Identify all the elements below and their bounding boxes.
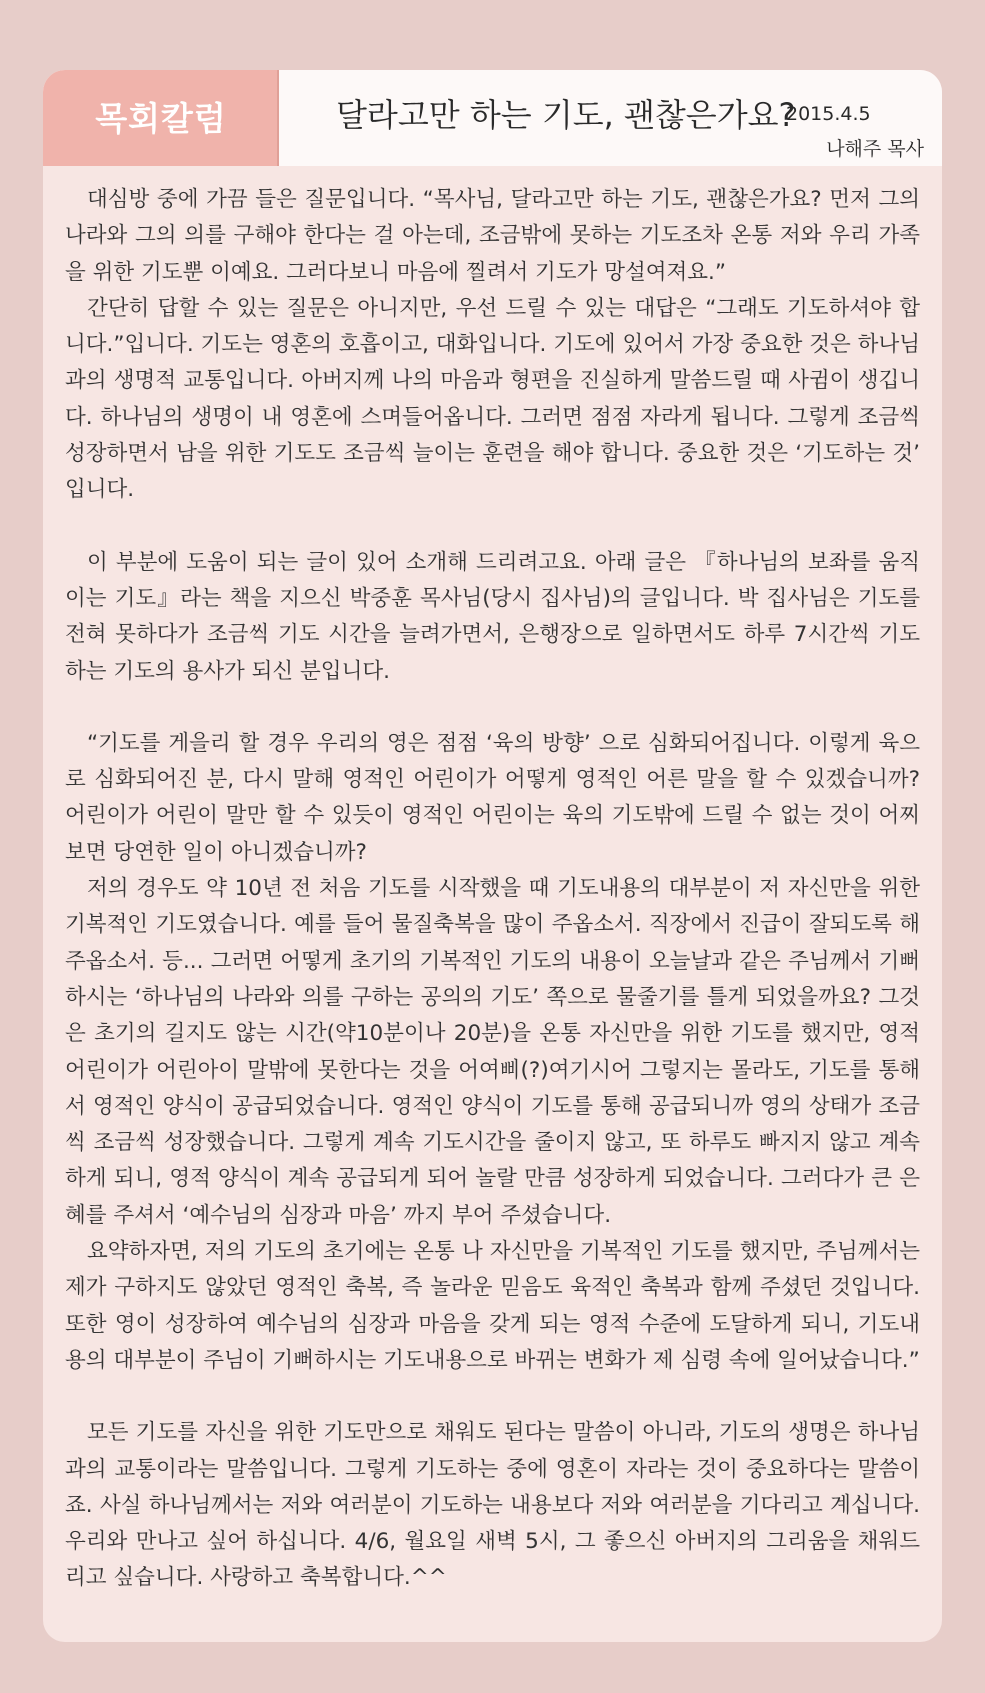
column-card <box>43 70 942 1642</box>
column-badge <box>43 70 279 166</box>
quote-paragraph: “기도를 게을리 할 경우 우리의 영은 점점 ‘육의 방향’ 으로 심화되어집니다. 이렇게 육으로 심화되어진 분, 다시 말해 영적인 어린이가 어떻게 영적인 어른 말을 할 수 있겠습니까? 어린이가 어린이 말만 할 수 있듯이 영적인 어린이는 육의 기도밖에 드릴 수 없는 것이 어찌 보면 당연한 일이 아니겠습니까? <box>65 730 920 865</box>
column-body <box>65 182 920 1597</box>
column-badge-label: 목회칼럼 <box>95 99 227 138</box>
paragraph: 대심방 중에 가끔 들은 질문입니다. “목사님, 달라고만 하는 기도, 괜찮은가요? 먼저 그의 나라와 그의 의를 구해야 한다는 걸 아는데, 조금밖에 못하는 기도조차 온통 저와 우리 가족을 위한 기도뿐 이예요. 그러다보니 마음에 찔려서 기도가 망설여져요.” <box>65 187 920 285</box>
paragraph: 이 부분에 도움이 되는 글이 있어 소개해 드리려고요. 아래 글은 『하나님의 보좌를 움직이는 기도』라는 책을 지으신 박중훈 목사님(당시 집사님)의 글입니다. 박 집사님은 기도를 전혀 못하다가 조금씩 기도 시간을 늘려가면서, 은행장으로 일하면서도 하루 7시간씩 기도하는 기도의 용사가 되신 분입니다. <box>65 549 920 684</box>
paragraph-gap <box>65 509 920 545</box>
paragraph: 모든 기도를 자신을 위한 기도만으로 채워도 된다는 말씀이 아니라, 기도의 생명은 하나님과의 교통이라는 말씀입니다. 그렇게 기도하는 중에 영혼이 자라는 것이 중요하다는 말씀이죠. 사실 하나님께서는 저와 여러분이 기도하는 내용보다 저와 여러분을 기다리고 계십니다. 우리와 만나고 싶어 하십니다. 4/6, 월요일 새벽 5시, 그 좋으신 아버지의 그리움을 채워드리고 싶습니다. 사랑하고 축복합니다.^^ <box>65 1420 920 1591</box>
column-title: 달라고만 하는 기도, 괜찮은가요? <box>336 96 796 134</box>
quote-paragraph: 요약하자면, 저의 기도의 초기에는 온통 나 자신만을 기복적인 기도를 했지만, 주님께서는 제가 구하지도 않았던 영적인 축복, 즉 놀라운 믿음도 육적인 축복과 함께 주셨던 것입니다. 또한 영이 성장하여 예수님의 심장과 마음을 갖게 되는 영적 수준에 도달하게 되니, 기도내용의 대부분이 주님이 기뻐하시는 기도내용으로 바뀌는 변화가 제 심령 속에 일어났습니다.” <box>65 1239 920 1373</box>
paragraph: 간단히 답할 수 있는 질문은 아니지만, 우선 드릴 수 있는 대답은 “그래도 기도하셔야 합니다.”입니다. 기도는 영혼의 호흡이고, 대화입니다. 기도에 있어서 가장 중요한 것은 하나님과의 생명적 교통입니다. 아버지께 나의 마음과 형편을 진실하게 말씀드릴 때 사귐이 생깁니다. 하나님의 생명이 내 영혼에 스며들어옵니다. 그러면 점점 자라게 됩니다. 그렇게 조금씩 성장하면서 남을 위한 기도도 조금씩 늘이는 훈련을 해야 합니다. 중요한 것은 ‘기도하는 것’ 입니다. <box>65 295 920 503</box>
quote-paragraph: 저의 경우도 약 10년 전 처음 기도를 시작했을 때 기도내용의 대부분이 저 자신만을 위한 기복적인 기도였습니다. 예를 들어 물질축복을 많이 주옵소서. 직장에서 진급이 잘되도록 해 주옵소서. 등... 그러면 어떻게 초기의 기복적인 기도의 내용이 오늘날과 같은 주님께서 기뻐하시는 ‘하나님의 나라와 의를 구하는 공의의 기도’ 쪽으로 물줄기를 틀게 되었을까요? 그것은 초기의 길지도 않는 시간(약10분이나 20분)을 온통 자신만을 위한 기도를 했지만, 영적 어린이가 어린아이 말밖에 못한다는 것을 어여삐(?)여기시어 그렇지는 몰라도, 기도를 통해서 영적인 양식이 공급되었습니다. 영적인 양식이 기도를 통해 공급되니까 영의 상태가 조금씩 조금씩 성장했습니다. 그렇게 계속 기도시간을 줄이지 않고, 또 하루도 빠지지 않고 계속하게 되니, 영적 양식이 계속 공급되게 되어 놀랄 만큼 성장하게 되었습니다. 그러다가 큰 은혜를 주셔서 ‘예수님의 심장과 마음’ 까지 부어 주셨습니다. <box>65 876 920 1228</box>
column-date: 2015.4.5 <box>786 103 871 125</box>
column-author: 나해주 목사 <box>826 138 924 160</box>
column-header <box>43 70 942 166</box>
paragraph-gap <box>65 690 920 726</box>
paragraph-gap <box>65 1379 920 1415</box>
